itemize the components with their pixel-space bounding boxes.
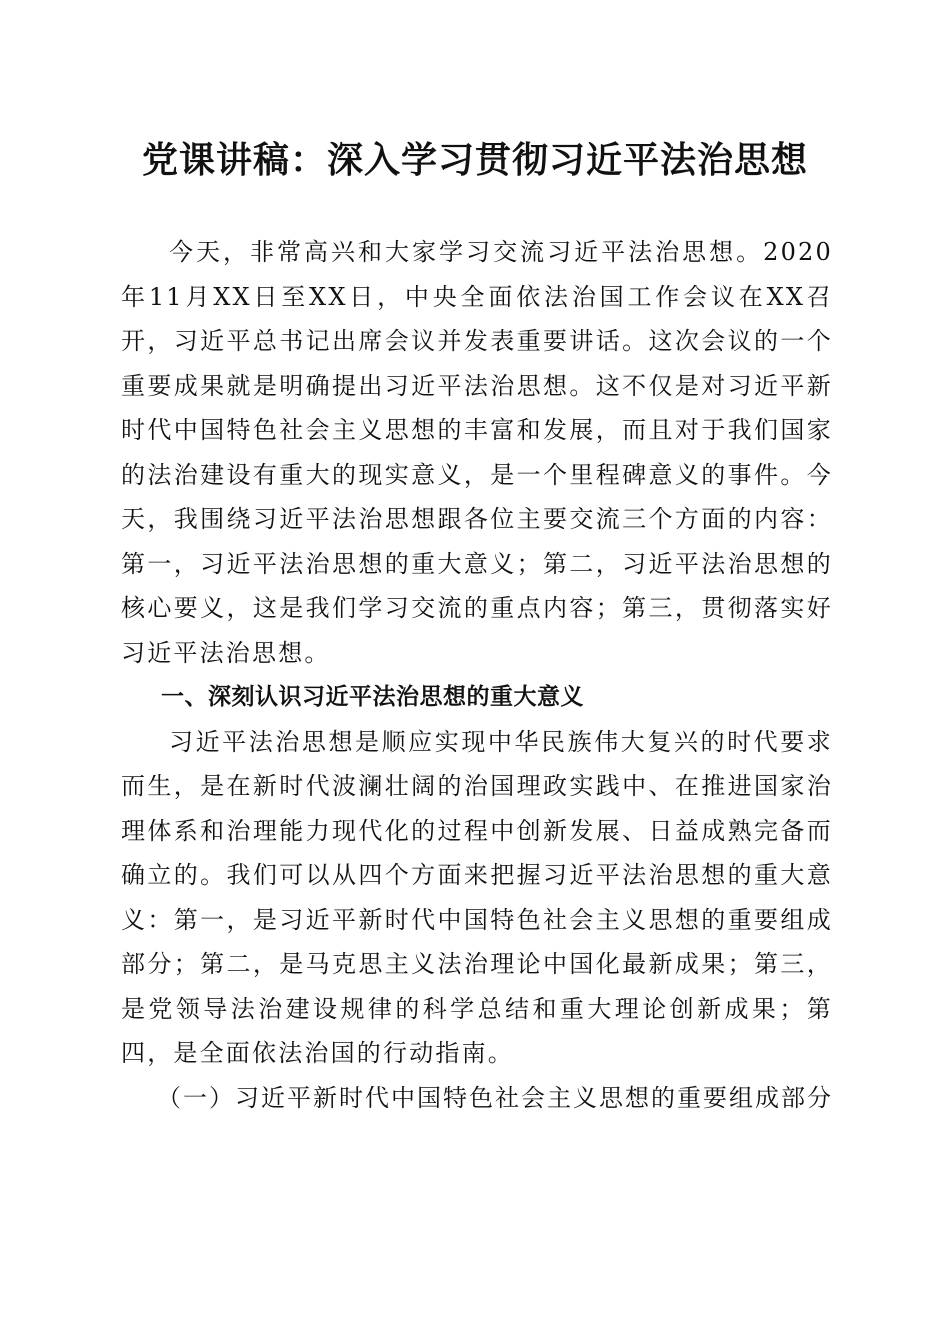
section-1-paragraph: 习近平法治思想是顺应实现中华民族伟大复兴的时代要求而生，是在新时代波澜壮阔的治国理政实践中、在推进国家治理体系和治理能力现代化的过程中创新发展、日益成熟完备而确立的。我们可以从四个方面来把握习近平法治思想的重大意义：第一，是习近平新时代中国特色社会主义思想的重要组成部分；第二，是马克思主义法治理论中国化最新成果；第三，是党领导法治建设规律的科学总结和重大理论创新成果；第四，是全面依法治国的行动指南。 — [121, 727, 833, 1067]
document-title: 党课讲稿：深入学习贯彻习近平法治思想 — [141, 139, 808, 181]
intro-paragraph: 今天，非常高兴和大家学习交流习近平法治思想。2020年11月XX日至XX日，中央全面依法治国工作会议在XX召开，习近平总书记出席会议并发表重要讲话。这次会议的一个重要成果就是明确提出习近平法治思想。这不仅是对习近平新时代中国特色社会主义思想的丰富和发展，而且对于我们国家的法治建设有重大的现实意义，是一个里程碑意义的事件。今天，我围绕习近平法治思想跟各位主要交流三个方面的内容：第一，习近平法治思想的重大意义；第二，习近平法治思想的核心要义，这是我们学习交流的重点内容；第三，贯彻落实好习近平法治思想。 — [121, 238, 833, 667]
subsection-heading-1: （一）习近平新时代中国特色社会主义思想的重要组成部分 — [157, 1083, 833, 1112]
section-heading-1: 一、深刻认识习近平法治思想的重大意义 — [161, 684, 584, 710]
document-body — [121, 230, 833, 1120]
